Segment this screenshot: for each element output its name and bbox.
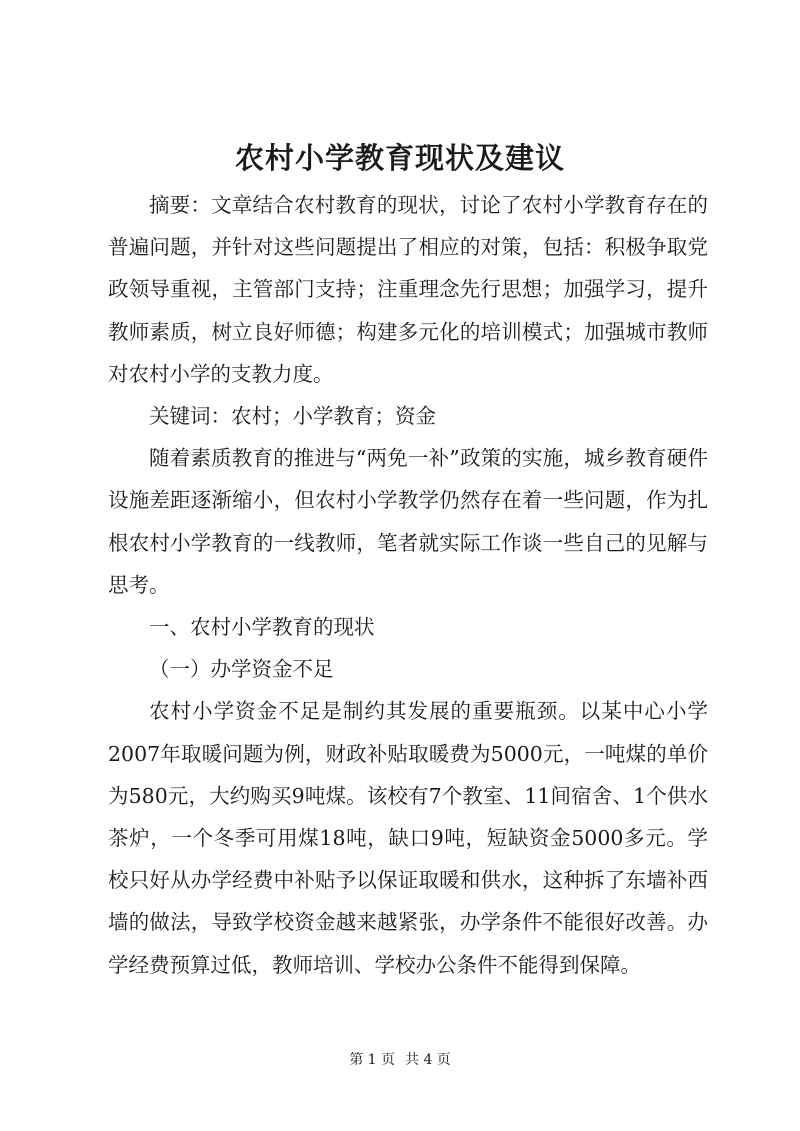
page-number: 第 1 页 (349, 1052, 395, 1068)
intro-paragraph: 随着素质教育的推进与“两免一补”政策的实施，城乡教育硬件设施差距逐渐缩小，但农村小学教学仍然存在着一些问题，作为扎根农村小学教育的一线教师，笔者就实际工作谈一些自己的见解与思考。 (108, 446, 708, 597)
keywords-paragraph: 关键词：农村；小学教育；资金 (149, 404, 436, 429)
page-footer (0, 1050, 800, 1070)
page-total: 共 4 页 (405, 1052, 451, 1068)
document-body (108, 184, 708, 986)
abstract-paragraph: 摘要：文章结合农村教育的现状，讨论了农村小学教育存在的普遍问题，并针对这些问题提出了相应的对策，包括：积极争取党政领导重视，主管部门支持；注重理念先行思想；加强学习，提升教师素质，树立良好师德；构建多元化的培训模式；加强城市教师对农村小学的支教力度。 (108, 193, 708, 386)
document-title: 农村小学教育现状及建议 (234, 141, 565, 175)
body-paragraph: 农村小学资金不足是制约其发展的重要瓶颈。以某中心小学2007年取暖问题为例，财政补贴取暖费为5000元，一吨煤的单价为580元，大约购买9吨煤。该校有7个教室、11间宿舍、1个供水茶炉，一个冬季可用煤18吨，缺口9吨，短缺资金5000多元。学校只好从办学经费中补贴予以保证取暖和供水，这种拆了东墙补西墙的做法，导致学校资金越来越紧张，办学条件不能很好改善。办学经费预算过低，教师培训、学校办公条件不能得到保障。 (108, 699, 708, 977)
subsection-heading: （一）办学资金不足 (149, 657, 334, 682)
section-heading: 一、农村小学教育的现状 (149, 615, 375, 640)
